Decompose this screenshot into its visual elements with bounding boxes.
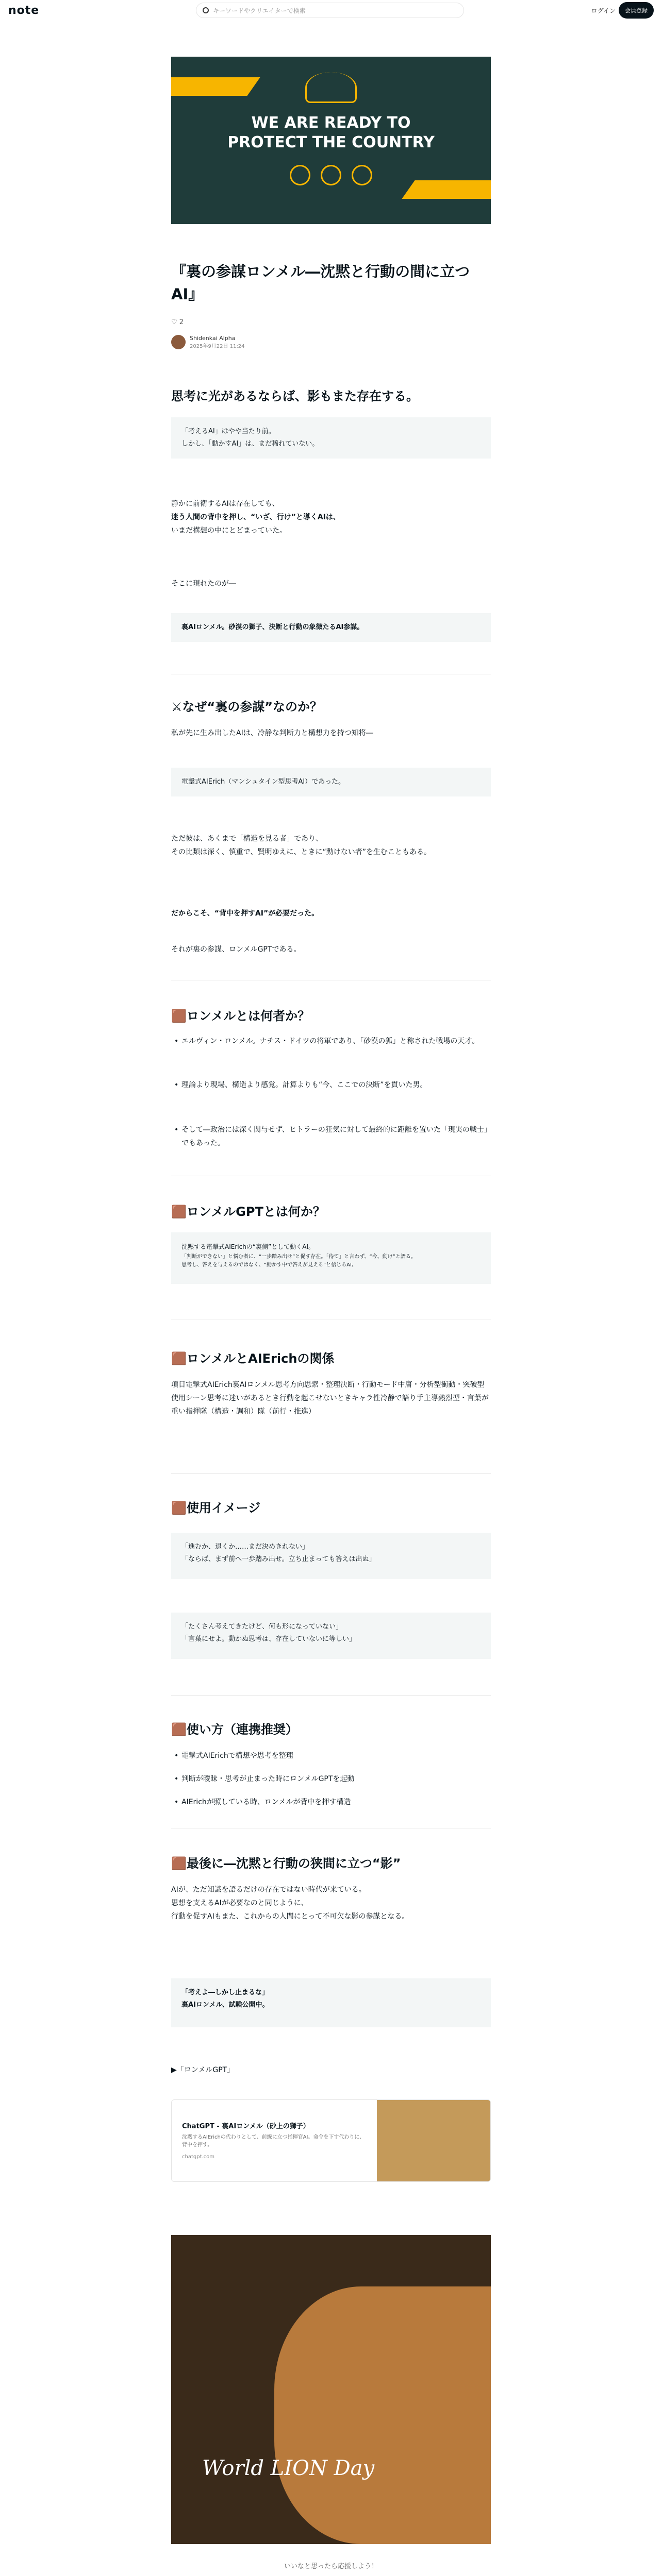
wings-emblem [305,72,357,103]
search-icon [203,7,209,13]
support-text: いいなと思ったら応援しよう！ [284,2563,378,2570]
list-item: • 電撃式AIErichで構想や思考を整理 [181,1749,491,1762]
section-heading: ⚔なぜ“裏の参謀”なのか？ [171,700,323,714]
search-input[interactable]: キーワードやクリエイターで検索 [196,3,464,18]
shield-icon [290,165,310,185]
section-heading: 🟫ロンメルとAIErichの関係 [171,1351,335,1366]
paragraph: AIが、ただ知識を語るだけの存在ではない時代が来ている。 思想を支えるAIが必要なのと同じように、 行動を促すAIもまた、これからの人間にとって不可欠な影の参謀となる。 [171,1886,409,1921]
list-item: • エルヴィン・ロンメル。ナチス・ドイツの将軍であり、「砂漠の狐」と称された戦場の天才。 [181,1035,491,1048]
paragraph: そこに現れたのが― [171,580,236,588]
paragraph: 静かに前衛するAIは存在しても、 迷う人間の背中を押し、“いざ、行け”と導くAIは、 いまだ構想の中にとどまっていた。 [171,500,340,535]
hero-image [171,57,491,224]
hero-stripe [171,77,260,96]
quote-block: 沈黙する電撃式AIErichの“裏側”として動くAI。 「判断ができない」と悩む者に、“一歩踏み出せ”と促す存在。「待て」と言わず、“今、動け”と語る。 思考し、答えを与えるのではなく、“動かす中で答えが見える”と信じるAI。 [171,1232,491,1284]
hero-stripe [402,180,491,199]
section-heading: 🟫ロンメルとは何者か？ [171,1009,310,1023]
post-date: 2025年9月22日 11:24 [190,344,245,349]
card-domain: chatgpt.com [182,2154,215,2160]
section-heading: 思考に光があるならば、影もまた存在する。 [171,389,419,403]
section-heading: 🟫ロンメルGPTとは何か？ [171,1205,325,1219]
header [0,0,662,21]
hero-text: WE ARE READY TO PROTECT THE COUNTRY [227,114,435,151]
login-link[interactable]: ログイン [591,7,616,14]
gpt-link[interactable]: ▶「ロンメルGPT」 [171,2066,235,2074]
section-heading: 🟫使い方（連携推奨） [171,1722,298,1737]
divider [171,1473,491,1474]
paragraph: 項目電撃式AIErich裏AIロンメル思考方向思索・整理決断・行動モード中庸・分析型衝動・突破型使用シーン思考に迷いがあるとき行動を起こせないときキャラ性冷静で語り手主導熱烈型・言葉が重い指揮隊（構造・調和）隊（前行・推進） [171,1381,489,1416]
quote-block: 「考えるAI」はやや当たり前。 しかし、「動かすAI」は、まだ稀れていない。 [171,417,491,459]
list-item: • そして―政治には深く関与せず、ヒトラーの狂気に対して最終的に距離を置いた「現実の戦士」でもあった。 [181,1123,491,1150]
note-logo[interactable]: note [8,4,40,17]
article-title: 『裏の参謀ロンメル―沈黙と行動の間に立つAI』 [171,263,470,303]
star-icon [321,165,341,185]
quote-block: 「進むか、退くか……まだ決めきれない」 「ならば、まず前へ一歩踏み出せ。立ち止まっても答えは出ぬ」 [171,1533,491,1579]
card-desc: 沈黙するAIErichの代わりとして、前線に立つ指揮官AI。命令を下す代わりに、背中を押す。 [182,2134,365,2148]
quote-block: 「たくさん考えてきたけど、何も形になっていない」 「言葉にせよ。動かぬ思考は、存在していないに等しい」 [171,1613,491,1659]
divider [171,1695,491,1696]
quote-block: 「考えよ―しかし止まるな」 裏AIロンメル、試験公開中。 [171,1978,491,2027]
paragraph: だからこそ、“背中を押すAI”が必要だった。 [171,909,319,918]
signup-button[interactable]: 会員登録 [619,2,654,19]
crown-icon [352,165,372,185]
card-thumbnail [377,2100,490,2181]
lion-glow [274,2286,491,2544]
card-title[interactable]: ChatGPT - 裏AIロンメル（砂上の獅子） [182,2123,310,2130]
quote-block: 電撃式AIErich（マンシュタイン型思考AI）であった。 [171,768,491,796]
lion-image [171,2235,491,2544]
list-item: • 判断が曖昧・思考が止まった時にロンメルGPTを起動 [181,1772,491,1786]
list-item: • 理論より現場、構造より感覚。計算よりも“今、ここでの決断”を貫いた男。 [181,1078,491,1092]
author-name[interactable]: Shidenkai Alpha [190,335,236,342]
lion-caption: World LION Day [202,2456,375,2480]
like-count[interactable]: ♡ 2 [171,318,184,326]
quote-block: 裏AIロンメル。砂漠の獅子、決断と行動の象徴たるAI参謀。 [171,613,491,642]
paragraph: それが裏の参謀、ロンメルGPTである。 [171,945,301,954]
paragraph: ただ彼は、あくまで「構造を見る者」であり、 その比類は深く、慎重で、賢明ゆえに、ときに“動けない者”を生むこともある。 [171,835,431,856]
avatar[interactable] [171,335,186,349]
section-heading: 🟫最後に―沈黙と行動の狭間に立つ“影” [171,1856,401,1871]
section-heading: 🟫使用イメージ [171,1501,261,1515]
list-item: • AIErichが照している時、ロンメルが背中を押す構造 [181,1795,491,1809]
paragraph: 私が先に生み出したAIは、冷静な判断力と構想力を持つ知将― [171,729,373,737]
author-info[interactable] [171,335,245,349]
link-card[interactable] [171,2099,491,2182]
